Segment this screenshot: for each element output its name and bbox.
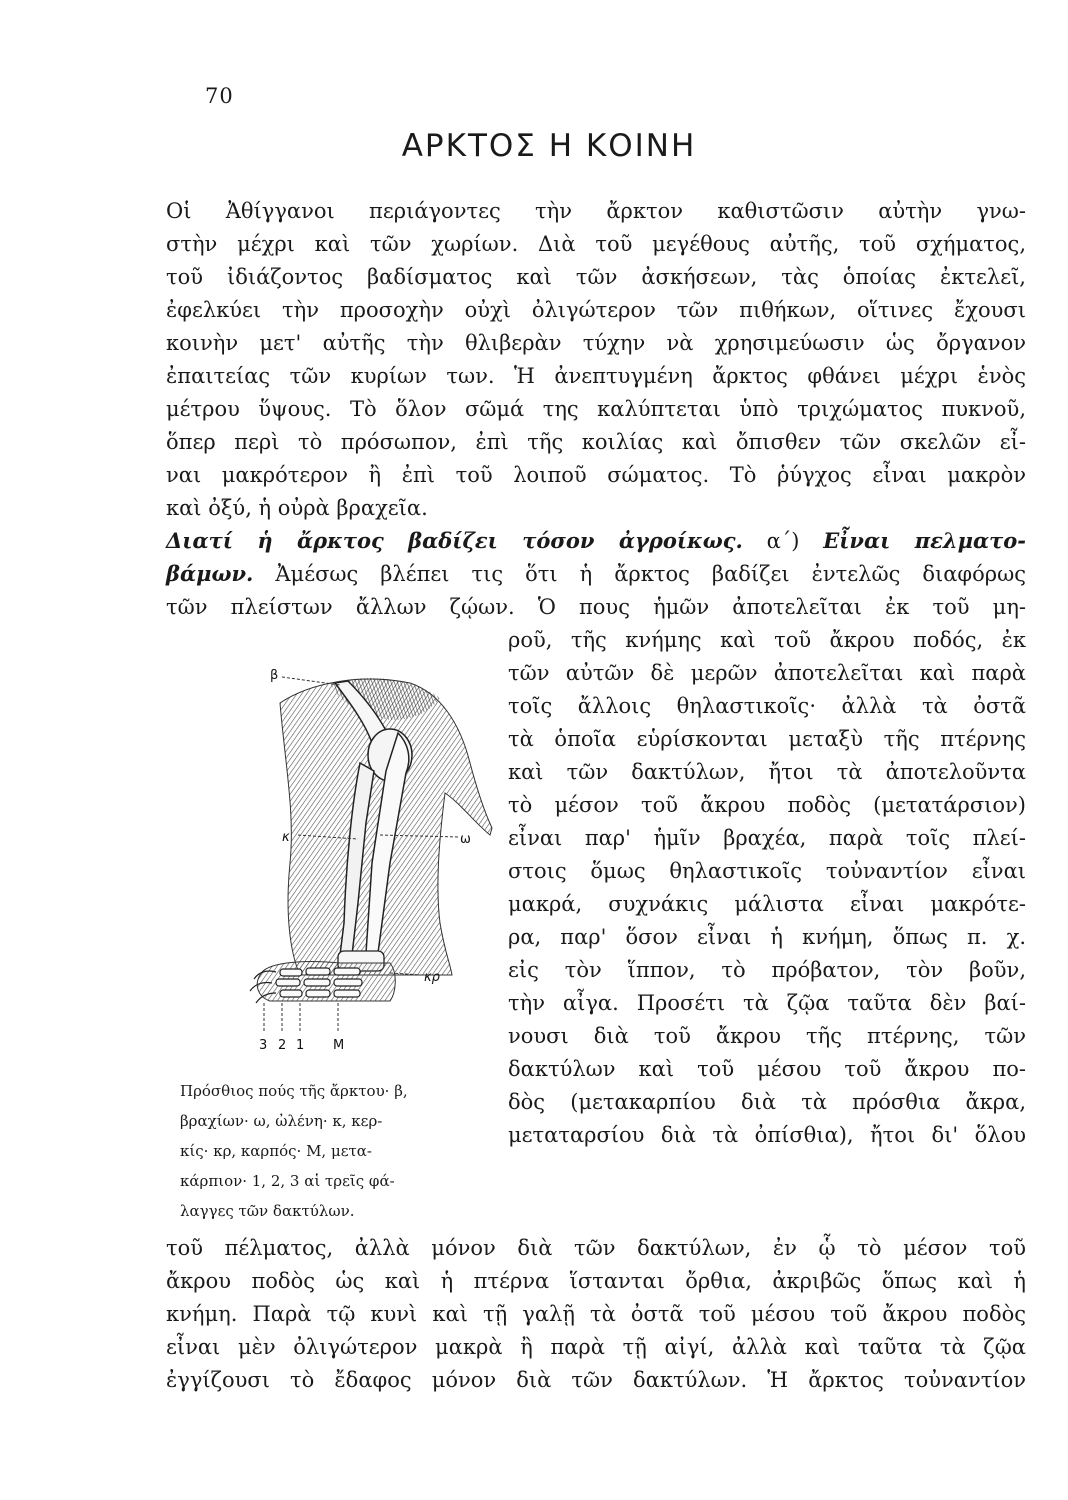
figure-caption-line: λαγγες τῶν δακτύλων. — [180, 1202, 355, 1220]
page-title: ΑΡΚΤΟΣ Η ΚΟΙΝΗ — [401, 128, 697, 164]
text-line: τὴν αἶγα. Προσέτι τὰ ζῷα ταῦτα δὲν βαί- — [508, 991, 1026, 1015]
text-line: τοῦ πέλματος, ἀλλὰ μόνον διὰ τῶν δακτύλων, ἐν ᾧ τὸ μέσον τοῦ — [166, 1236, 1026, 1260]
text-line: μακρά, συχνάκις μάλιστα εἶναι μακρότε- — [508, 892, 1026, 916]
text-line: εἶναι μὲν ὀλιγώτερον μακρὰ ἢ παρὰ τῇ αἰγί, ἀλλὰ καὶ ταῦτα τὰ ζῷα — [166, 1335, 1026, 1359]
text-line: τῶν αὐτῶν δὲ μερῶν ἀποτελεῖται καὶ παρὰ — [508, 661, 1026, 685]
figure-caption-line: κάρπιον· 1, 2, 3 αἱ τρεῖς φά- — [180, 1172, 395, 1190]
text-line: ροῦ, τῆς κνήμης καὶ τοῦ ἄκρου ποδός, ἐκ — [508, 628, 1026, 652]
section-subheading: Εἶναι πελματο- — [823, 528, 1026, 553]
section-mark: α΄) — [766, 529, 800, 553]
text-line: τὸ μέσον τοῦ ἄκρου ποδὸς (μετατάρσιον) — [508, 793, 1026, 817]
figure-label-M: Μ — [333, 1038, 345, 1053]
figure-label-kappa: κ — [282, 830, 290, 845]
section-subheading-cont: βάμων. — [166, 561, 254, 586]
figure-caption-line: κίς· κρ, καρπός· Μ, μετα- — [180, 1142, 372, 1160]
text-line: καὶ τῶν δακτύλων, ἤτοι τὰ ἀποτελοῦντα — [508, 760, 1026, 784]
bear-forelimb-illustration — [240, 663, 500, 1063]
text-line: ὅπερ περὶ τὸ πρόσωπον, ἐπὶ τῆς κοιλίας καὶ ὄπισθεν τῶν σκελῶν εἶ- — [166, 430, 1026, 454]
text-line: δακτύλων καὶ τοῦ μέσου τοῦ ἄκρου πο- — [508, 1057, 1026, 1081]
text-line: τοῖς ἄλλοις θηλαστικοῖς· ἀλλὰ τὰ ὀστᾶ — [508, 694, 1026, 718]
text-line: εἶναι παρ' ἡμῖν βραχέα, παρὰ τοῖς πλεί- — [508, 826, 1026, 850]
text-line: στοις ὅμως θηλαστικοῖς τοὐναντίον εἶναι — [508, 859, 1026, 883]
text-line: καὶ ὀξύ, ἡ οὐρὰ βραχεῖα. — [166, 496, 428, 520]
text-span: Ἀμέσως βλέπει τις ὅτι ἡ ἄρκτος βαδίζει ἐντελῶς διαφόρως — [275, 562, 1026, 586]
text-line — [166, 561, 1026, 587]
figure-label-b: β — [270, 668, 279, 683]
text-line: τοῦ ἰδιάζοντος βαδίσματος καὶ τῶν ἀσκήσεων, τὰς ὁποίας ἐκτελεῖ, — [166, 265, 1026, 289]
text-line: ἐπαιτείας τῶν κυρίων των. Ἡ ἀνεπτυγμένη ἄρκτος φθάνει μέχρι ἑνὸς — [166, 364, 1026, 388]
page-number: 70 — [205, 84, 234, 108]
section-heading: Διατί ἡ ἄρκτος βαδίζει τόσον ἀγροίκως. — [166, 528, 743, 553]
text-line: μέτρου ὕψους. Τὸ ὅλον σῶμά της καλύπτεται ὑπὸ τριχώματος πυκνοῦ, — [166, 397, 1026, 421]
text-line: κνήμη. Παρὰ τῷ κυνὶ καὶ τῇ γαλῇ τὰ ὀστᾶ τοῦ μέσου τοῦ ἄκρου ποδὸς — [166, 1302, 1026, 1326]
figure-label-kr: κρ — [424, 970, 440, 985]
figure-caption-line: βραχίων· ω, ὠλένη· κ, κερ- — [180, 1112, 383, 1130]
text-line: τῶν πλείστων ἄλλων ζῴων. Ὁ πους ἡμῶν ἀποτελεῖται ἐκ τοῦ μη- — [166, 595, 1026, 619]
text-line: κοινὴν μετ' αὐτῆς τὴν θλιβερὰν τύχην νὰ χρησιμεύωσιν ὡς ὄργανον — [166, 331, 1026, 355]
figure-label-1: 1 — [296, 1038, 305, 1053]
text-line: ρα, παρ' ὅσον εἶναι ἡ κνήμη, ὅπως π. χ. — [508, 925, 1026, 949]
text-line: ναι μακρότερον ἢ ἐπὶ τοῦ λοιποῦ σώματος. Τὸ ῥύγχος εἶναι μακρὸν — [166, 463, 1026, 487]
text-line: ἐφελκύει τὴν προσοχὴν οὐχὶ ὀλιγώτερον τῶν πιθήκων, οἵτινες ἔχουσι — [166, 298, 1026, 322]
figure-label-omega: ω — [460, 832, 471, 847]
text-line: τὰ ὁποῖα εὑρίσκονται μεταξὺ τῆς πτέρνης — [508, 727, 1026, 751]
text-line: στὴν μέχρι καὶ τῶν χωρίων. Διὰ τοῦ μεγέθους αὐτῆς, τοῦ σχήματος, — [166, 232, 1026, 256]
figure-caption-line: Πρόσθιος πούς τῆς ἄρκτου· β, — [180, 1082, 408, 1100]
text-line: Οἱ Ἀθίγγανοι περιάγοντες τὴν ἄρκτον καθιστῶσιν αὐτὴν γνω- — [166, 199, 1026, 223]
text-line: νουσι διὰ τοῦ ἄκρου τῆς πτέρνης, τῶν — [508, 1024, 1026, 1048]
section-heading-line — [166, 528, 1026, 554]
text-line: δὸς (μετακαρπίου διὰ τὰ πρόσθια ἄκρα, — [508, 1090, 1026, 1114]
text-line: μεταταρσίου διὰ τὰ ὀπίσθια), ἤτοι δι' ὅλου — [508, 1123, 1026, 1147]
figure-label-2: 2 — [278, 1038, 287, 1053]
text-line: ἄκρου ποδὸς ὡς καὶ ἡ πτέρνα ἵστανται ὄρθια, ἀκριβῶς ὅπως καὶ ἡ — [166, 1269, 1026, 1293]
text-line: εἰς τὸν ἵππον, τὸ πρόβατον, τὸν βοῦν, — [508, 958, 1026, 982]
figure-label-3: 3 — [259, 1038, 268, 1053]
text-line: ἐγγίζουσι τὸ ἔδαφος μόνον διὰ τῶν δακτύλων. Ἡ ἄρκτος τοὐναντίον — [166, 1368, 1026, 1392]
